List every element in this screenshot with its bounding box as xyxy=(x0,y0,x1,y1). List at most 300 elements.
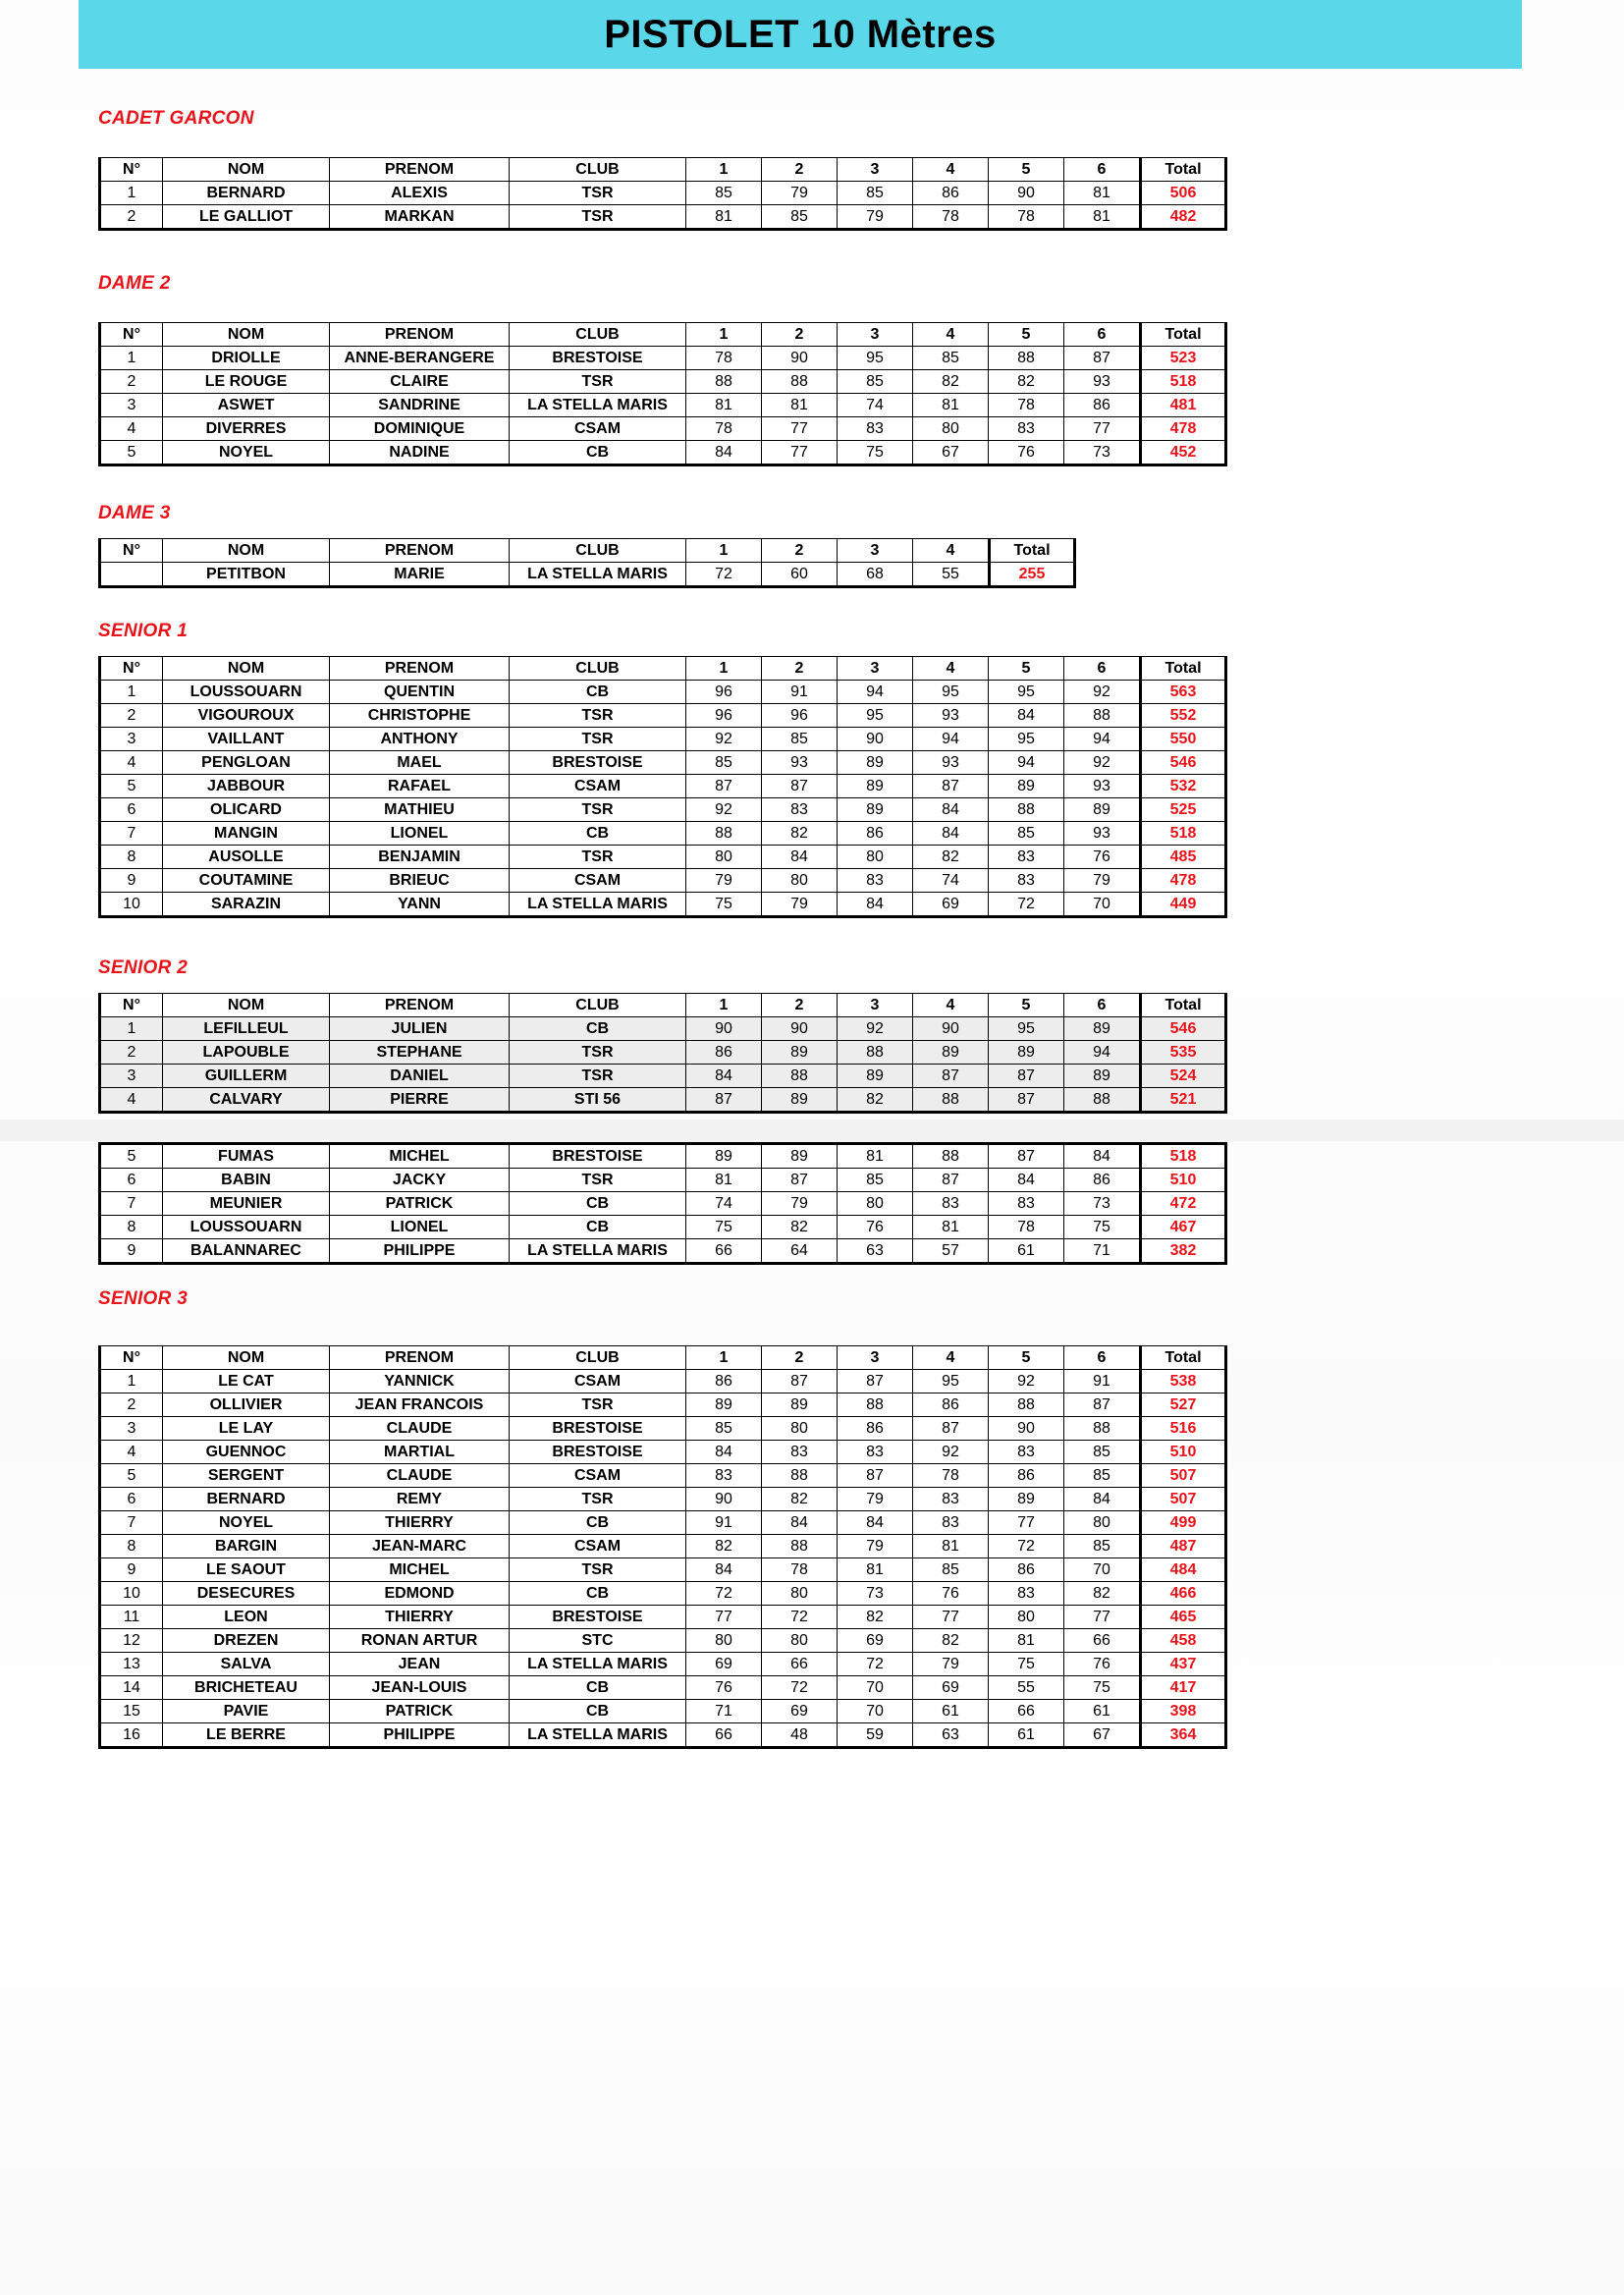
table-cell: MEUNIER xyxy=(163,1192,330,1216)
table-cell: 79 xyxy=(762,182,838,205)
table-cell: 75 xyxy=(1064,1676,1141,1700)
table-cell: 84 xyxy=(838,1511,913,1535)
table-header-row xyxy=(100,158,1226,182)
table-cell: 96 xyxy=(686,704,762,728)
table-cell: 2 xyxy=(100,1393,163,1417)
table-cell: TSR xyxy=(510,798,686,822)
table-cell: 93 xyxy=(1064,775,1141,798)
table-cell: 79 xyxy=(762,1192,838,1216)
table-row xyxy=(100,394,1226,417)
table-cell: PHILIPPE xyxy=(330,1239,510,1264)
table-cell: 82 xyxy=(762,1216,838,1239)
table-cell: 72 xyxy=(762,1606,838,1629)
total-cell: 484 xyxy=(1141,1558,1226,1582)
table-row xyxy=(100,1629,1226,1653)
table-cell: 72 xyxy=(762,1676,838,1700)
table-cell: 10 xyxy=(100,893,163,917)
table-cell: 8 xyxy=(100,1535,163,1558)
table-cell: NOYEL xyxy=(163,441,330,465)
table-cell: 84 xyxy=(686,1558,762,1582)
column-header: 4 xyxy=(913,158,989,182)
table-cell: 86 xyxy=(838,1417,913,1441)
column-header: CLUB xyxy=(510,1346,686,1370)
table-cell: 87 xyxy=(762,1370,838,1393)
table-cell: TSR xyxy=(510,182,686,205)
table-cell: 93 xyxy=(1064,822,1141,846)
table-cell: LEON xyxy=(163,1606,330,1629)
table-cell: 94 xyxy=(838,681,913,704)
table-cell: 89 xyxy=(838,798,913,822)
table-cell: 76 xyxy=(989,441,1064,465)
table-cell: BRESTOISE xyxy=(510,1144,686,1169)
total-cell: 516 xyxy=(1141,1417,1226,1441)
table-cell: 89 xyxy=(762,1144,838,1169)
table-cell: 89 xyxy=(989,1488,1064,1511)
table-cell: 89 xyxy=(762,1088,838,1113)
table-row xyxy=(100,182,1226,205)
table-cell: 79 xyxy=(913,1653,989,1676)
table-cell: 74 xyxy=(686,1192,762,1216)
table-cell: 55 xyxy=(913,563,990,587)
total-cell: 478 xyxy=(1141,869,1226,893)
table-cell: 77 xyxy=(1064,1606,1141,1629)
column-header: Total xyxy=(990,539,1075,563)
table-cell: 7 xyxy=(100,822,163,846)
table-cell: LE LAY xyxy=(163,1417,330,1441)
table-row xyxy=(100,846,1226,869)
table-cell: 92 xyxy=(1064,681,1141,704)
table-header-row xyxy=(100,1346,1226,1370)
table-cell: 70 xyxy=(1064,1558,1141,1582)
column-header: 2 xyxy=(762,539,838,563)
table-row xyxy=(100,728,1226,751)
table-cell: CB xyxy=(510,1192,686,1216)
table-cell: REMY xyxy=(330,1488,510,1511)
table-cell: 74 xyxy=(838,394,913,417)
total-cell: 552 xyxy=(1141,704,1226,728)
table-cell: BERNARD xyxy=(163,182,330,205)
total-cell: 364 xyxy=(1141,1723,1226,1748)
table-cell: 83 xyxy=(913,1511,989,1535)
table-cell: 82 xyxy=(762,822,838,846)
table-row xyxy=(100,205,1226,230)
table-cell: BRICHETEAU xyxy=(163,1676,330,1700)
table-cell: 80 xyxy=(913,417,989,441)
table-cell: DRIOLLE xyxy=(163,347,330,370)
total-cell: 538 xyxy=(1141,1370,1226,1393)
table-cell: TSR xyxy=(510,1169,686,1192)
table-cell: 80 xyxy=(762,1629,838,1653)
table-cell: 61 xyxy=(989,1723,1064,1748)
total-cell: 510 xyxy=(1141,1169,1226,1192)
table-cell: 69 xyxy=(686,1653,762,1676)
total-cell: 518 xyxy=(1141,1144,1226,1169)
table-cell: 16 xyxy=(100,1723,163,1748)
table-cell: 86 xyxy=(838,822,913,846)
total-cell: 499 xyxy=(1141,1511,1226,1535)
table-cell: 7 xyxy=(100,1192,163,1216)
table-cell: 89 xyxy=(989,1041,1064,1065)
table-cell: 93 xyxy=(913,704,989,728)
column-header: 6 xyxy=(1064,1346,1141,1370)
table-cell: TSR xyxy=(510,704,686,728)
table-cell: 96 xyxy=(686,681,762,704)
table-cell: 83 xyxy=(989,869,1064,893)
table-cell: LAPOUBLE xyxy=(163,1041,330,1065)
table-cell: 93 xyxy=(913,751,989,775)
table-cell: MARIE xyxy=(330,563,510,587)
table-cell: 76 xyxy=(686,1676,762,1700)
table-cell: 72 xyxy=(686,563,762,587)
table-cell: 86 xyxy=(913,1393,989,1417)
table-cell: BRIEUC xyxy=(330,869,510,893)
table-cell: LIONEL xyxy=(330,1216,510,1239)
table-row xyxy=(100,1464,1226,1488)
table-row xyxy=(100,1582,1226,1606)
table-cell: CHRISTOPHE xyxy=(330,704,510,728)
column-header: 4 xyxy=(913,994,989,1017)
column-header: 2 xyxy=(762,323,838,347)
table-cell: RONAN ARTUR xyxy=(330,1629,510,1653)
table-cell: 87 xyxy=(762,775,838,798)
table-cell: 84 xyxy=(686,441,762,465)
table-cell: LA STELLA MARIS xyxy=(510,1723,686,1748)
table-cell: 90 xyxy=(989,1417,1064,1441)
column-header: N° xyxy=(100,1346,163,1370)
table-cell: 75 xyxy=(686,1216,762,1239)
table-cell: 88 xyxy=(1064,704,1141,728)
table-cell: 86 xyxy=(1064,1169,1141,1192)
table-cell: 96 xyxy=(762,704,838,728)
table-cell: 89 xyxy=(913,1041,989,1065)
table-cell: OLICARD xyxy=(163,798,330,822)
table-cell: 1 xyxy=(100,681,163,704)
table-cell: 74 xyxy=(913,869,989,893)
table-cell: 64 xyxy=(762,1239,838,1264)
table-cell: LEFILLEUL xyxy=(163,1017,330,1041)
table-cell: 88 xyxy=(762,1464,838,1488)
table-cell: 95 xyxy=(989,681,1064,704)
table-cell: LE CAT xyxy=(163,1370,330,1393)
table-cell: 86 xyxy=(686,1370,762,1393)
table-cell: CLAUDE xyxy=(330,1464,510,1488)
table-cell: 89 xyxy=(686,1144,762,1169)
table-cell: 80 xyxy=(762,1582,838,1606)
table-cell: 83 xyxy=(838,417,913,441)
table-cell: VIGOUROUX xyxy=(163,704,330,728)
table-cell: 85 xyxy=(762,728,838,751)
column-header: NOM xyxy=(163,323,330,347)
table-cell: TSR xyxy=(510,205,686,230)
total-cell: 485 xyxy=(1141,846,1226,869)
table-cell: JACKY xyxy=(330,1169,510,1192)
table-row xyxy=(100,1676,1226,1700)
table-cell: 4 xyxy=(100,1441,163,1464)
table-cell: 77 xyxy=(913,1606,989,1629)
table-cell: 89 xyxy=(686,1393,762,1417)
table-row xyxy=(100,1723,1226,1748)
table-cell: 94 xyxy=(989,751,1064,775)
table-cell: NADINE xyxy=(330,441,510,465)
table-row xyxy=(100,417,1226,441)
table-row xyxy=(100,563,1075,587)
total-cell: 482 xyxy=(1141,205,1226,230)
table-cell: 80 xyxy=(1064,1511,1141,1535)
table-cell: JEAN-LOUIS xyxy=(330,1676,510,1700)
results-table-senior-2 xyxy=(98,993,1227,1114)
table-cell: 87 xyxy=(913,1169,989,1192)
table-cell: 69 xyxy=(838,1629,913,1653)
table-cell: TSR xyxy=(510,1488,686,1511)
total-cell: 452 xyxy=(1141,441,1226,465)
total-cell: 478 xyxy=(1141,417,1226,441)
total-cell: 467 xyxy=(1141,1216,1226,1239)
table-cell: 66 xyxy=(686,1723,762,1748)
table-cell: 70 xyxy=(838,1700,913,1723)
table-cell: GUILLERM xyxy=(163,1065,330,1088)
table-cell: 90 xyxy=(762,347,838,370)
table-cell: 88 xyxy=(913,1088,989,1113)
table-cell: 88 xyxy=(1064,1417,1141,1441)
table-cell: 86 xyxy=(1064,394,1141,417)
table-cell: 80 xyxy=(762,869,838,893)
total-cell: 518 xyxy=(1141,822,1226,846)
column-header: 3 xyxy=(838,323,913,347)
table-cell: BRESTOISE xyxy=(510,751,686,775)
table-header-row xyxy=(100,323,1226,347)
table-cell: EDMOND xyxy=(330,1582,510,1606)
table-cell: CB xyxy=(510,1676,686,1700)
table-cell: 85 xyxy=(1064,1464,1141,1488)
table-cell: 88 xyxy=(1064,1088,1141,1113)
total-cell: 550 xyxy=(1141,728,1226,751)
table-row xyxy=(100,751,1226,775)
table-cell: 3 xyxy=(100,394,163,417)
table-cell: 1 xyxy=(100,1017,163,1041)
table-cell: YANN xyxy=(330,893,510,917)
table-row xyxy=(100,1653,1226,1676)
table-cell: 91 xyxy=(1064,1370,1141,1393)
table-cell: 93 xyxy=(1064,370,1141,394)
table-cell: 85 xyxy=(1064,1535,1141,1558)
table-cell: 75 xyxy=(686,893,762,917)
table-cell: DANIEL xyxy=(330,1065,510,1088)
table-row xyxy=(100,704,1226,728)
column-header: 1 xyxy=(686,323,762,347)
column-header: NOM xyxy=(163,158,330,182)
table-cell: 88 xyxy=(686,822,762,846)
table-cell: OLLIVIER xyxy=(163,1393,330,1417)
table-cell: TSR xyxy=(510,1393,686,1417)
table-cell: 92 xyxy=(913,1441,989,1464)
table-cell: 85 xyxy=(838,370,913,394)
table-row xyxy=(100,1216,1226,1239)
table-cell: CB xyxy=(510,1017,686,1041)
table-cell: 66 xyxy=(989,1700,1064,1723)
table-cell xyxy=(100,563,163,587)
table-row xyxy=(100,893,1226,917)
column-header: CLUB xyxy=(510,158,686,182)
table-cell: SARAZIN xyxy=(163,893,330,917)
table-cell: 79 xyxy=(838,1488,913,1511)
table-cell: 71 xyxy=(1064,1239,1141,1264)
total-cell: 487 xyxy=(1141,1535,1226,1558)
table-cell: 88 xyxy=(838,1041,913,1065)
table-row xyxy=(100,441,1226,465)
table-cell: CSAM xyxy=(510,1535,686,1558)
table-cell: 95 xyxy=(838,704,913,728)
total-cell: 458 xyxy=(1141,1629,1226,1653)
table-cell: PATRICK xyxy=(330,1192,510,1216)
total-cell: 255 xyxy=(990,563,1075,587)
table-header-row xyxy=(100,657,1226,681)
table-cell: 83 xyxy=(762,1441,838,1464)
table-cell: 57 xyxy=(913,1239,989,1264)
table-cell: 84 xyxy=(686,1065,762,1088)
table-cell: 81 xyxy=(913,1535,989,1558)
table-cell: 2 xyxy=(100,1041,163,1065)
table-cell: 90 xyxy=(762,1017,838,1041)
total-cell: 398 xyxy=(1141,1700,1226,1723)
table-cell: BRESTOISE xyxy=(510,347,686,370)
table-cell: 91 xyxy=(762,681,838,704)
column-header: PRENOM xyxy=(330,1346,510,1370)
table-cell: 81 xyxy=(1064,205,1141,230)
table-cell: ANTHONY xyxy=(330,728,510,751)
table-cell: SERGENT xyxy=(163,1464,330,1488)
table-cell: 83 xyxy=(838,869,913,893)
total-cell: 506 xyxy=(1141,182,1226,205)
column-header: NOM xyxy=(163,539,330,563)
section-label-cadet-garcon: CADET GARCON xyxy=(98,108,254,129)
results-table-dame-2 xyxy=(98,322,1227,466)
table-cell: LE ROUGE xyxy=(163,370,330,394)
table-cell: CB xyxy=(510,441,686,465)
results-table-dame-3 xyxy=(98,538,1076,588)
column-header: PRENOM xyxy=(330,994,510,1017)
table-cell: 90 xyxy=(686,1017,762,1041)
table-row xyxy=(100,1169,1226,1192)
total-cell: 449 xyxy=(1141,893,1226,917)
table-cell: 80 xyxy=(686,1629,762,1653)
total-cell: 437 xyxy=(1141,1653,1226,1676)
total-cell: 523 xyxy=(1141,347,1226,370)
table-cell: MANGIN xyxy=(163,822,330,846)
table-cell: 7 xyxy=(100,1511,163,1535)
table-cell: FUMAS xyxy=(163,1144,330,1169)
table-cell: 85 xyxy=(913,1558,989,1582)
table-cell: 88 xyxy=(762,1065,838,1088)
table-cell: 78 xyxy=(989,1216,1064,1239)
table-cell: 84 xyxy=(1064,1144,1141,1169)
table-cell: 73 xyxy=(838,1582,913,1606)
table-cell: 77 xyxy=(1064,417,1141,441)
table-cell: 82 xyxy=(1064,1582,1141,1606)
table-cell: MICHEL xyxy=(330,1144,510,1169)
table-cell: CB xyxy=(510,1511,686,1535)
table-cell: 88 xyxy=(989,798,1064,822)
table-cell: 88 xyxy=(989,1393,1064,1417)
table-cell: 84 xyxy=(1064,1488,1141,1511)
table-cell: 89 xyxy=(989,775,1064,798)
table-cell: 83 xyxy=(762,798,838,822)
table-cell: MAEL xyxy=(330,751,510,775)
table-cell: SALVA xyxy=(163,1653,330,1676)
table-cell: 63 xyxy=(838,1239,913,1264)
table-row xyxy=(100,1488,1226,1511)
table-cell: BRESTOISE xyxy=(510,1606,686,1629)
table-cell: THIERRY xyxy=(330,1606,510,1629)
column-header: Total xyxy=(1141,657,1226,681)
total-cell: 465 xyxy=(1141,1606,1226,1629)
table-cell: BARGIN xyxy=(163,1535,330,1558)
table-cell: 82 xyxy=(762,1488,838,1511)
table-cell: 85 xyxy=(989,822,1064,846)
column-header: 1 xyxy=(686,994,762,1017)
table-cell: 2 xyxy=(100,205,163,230)
table-cell: 88 xyxy=(989,347,1064,370)
table-cell: CB xyxy=(510,1216,686,1239)
table-cell: 85 xyxy=(686,751,762,775)
table-cell: DESECURES xyxy=(163,1582,330,1606)
table-cell: 88 xyxy=(913,1144,989,1169)
table-cell: 66 xyxy=(686,1239,762,1264)
table-cell: TSR xyxy=(510,728,686,751)
table-row xyxy=(100,1144,1226,1169)
total-cell: 546 xyxy=(1141,1017,1226,1041)
table-cell: 59 xyxy=(838,1723,913,1748)
table-cell: 79 xyxy=(838,1535,913,1558)
table-row xyxy=(100,1017,1226,1041)
table-cell: 81 xyxy=(762,394,838,417)
total-cell: 532 xyxy=(1141,775,1226,798)
column-header: 1 xyxy=(686,158,762,182)
table-cell: SANDRINE xyxy=(330,394,510,417)
table-cell: 84 xyxy=(989,704,1064,728)
table-cell: QUENTIN xyxy=(330,681,510,704)
table-cell: 5 xyxy=(100,441,163,465)
table-cell: 61 xyxy=(913,1700,989,1723)
table-cell: 92 xyxy=(838,1017,913,1041)
section-label-dame-2: DAME 2 xyxy=(98,273,171,294)
table-cell: 3 xyxy=(100,1417,163,1441)
table-cell: 48 xyxy=(762,1723,838,1748)
table-cell: 2 xyxy=(100,370,163,394)
total-cell: 472 xyxy=(1141,1192,1226,1216)
scan-artifact-band xyxy=(0,1120,1624,1141)
table-cell: 87 xyxy=(989,1144,1064,1169)
table-cell: 3 xyxy=(100,1065,163,1088)
column-header: 3 xyxy=(838,539,913,563)
table-cell: PATRICK xyxy=(330,1700,510,1723)
table-cell: DIVERRES xyxy=(163,417,330,441)
table-cell: 81 xyxy=(838,1144,913,1169)
table-cell: GUENNOC xyxy=(163,1441,330,1464)
table-cell: 88 xyxy=(838,1393,913,1417)
table-cell: LE SAOUT xyxy=(163,1558,330,1582)
table-cell: CSAM xyxy=(510,775,686,798)
table-cell: DREZEN xyxy=(163,1629,330,1653)
table-cell: RAFAEL xyxy=(330,775,510,798)
total-cell: 510 xyxy=(1141,1441,1226,1464)
table-cell: 89 xyxy=(1064,798,1141,822)
table-cell: MICHEL xyxy=(330,1558,510,1582)
table-cell: CLAUDE xyxy=(330,1417,510,1441)
section-label-senior-3: SENIOR 3 xyxy=(98,1288,189,1309)
table-cell: 92 xyxy=(989,1370,1064,1393)
total-cell: 563 xyxy=(1141,681,1226,704)
table-row xyxy=(100,798,1226,822)
